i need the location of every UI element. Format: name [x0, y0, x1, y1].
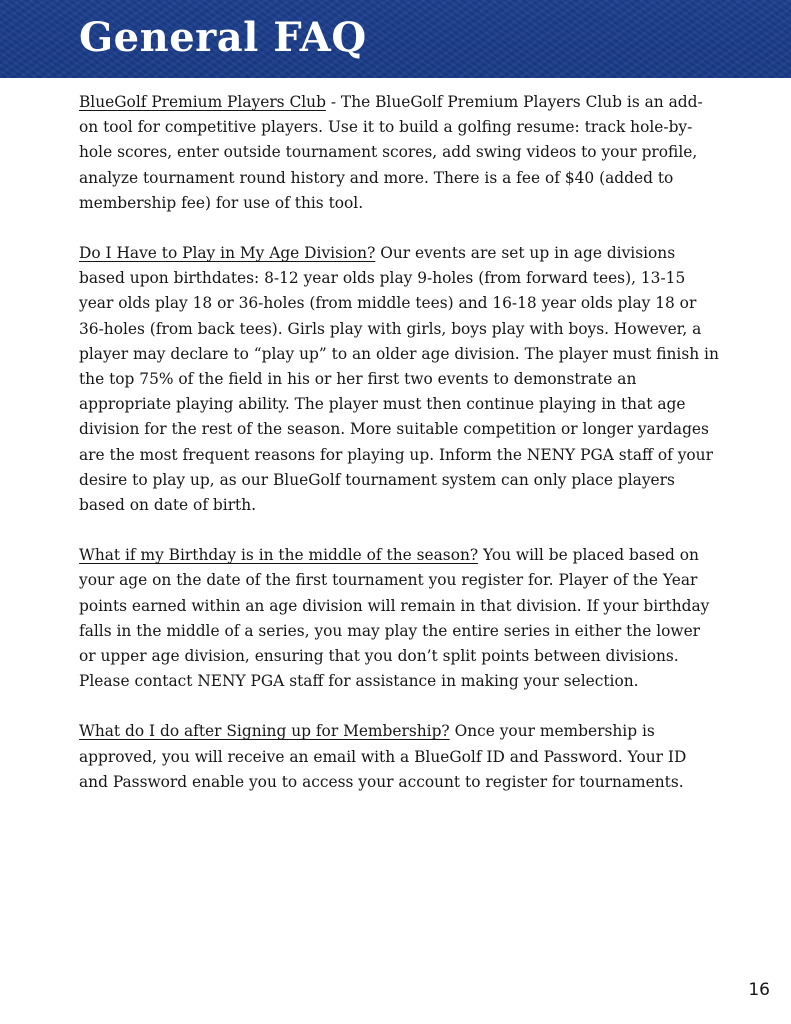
faq-answer: You will be placed based on your age on the date of the first tournament you register for. Player of the Year points earned within an age division will remain in that division. If your birthday falls in the middle of a series, you may play the entire series in either the lower or upper age division, ensuring that you don’t split points between divisions. Please contact NENY PGA staff for assistance in making your selection.	[79, 546, 710, 691]
faq-question: What do I do after Signing up for Membership?	[79, 722, 450, 741]
page-title: General FAQ	[79, 14, 367, 61]
page-number: 16	[748, 980, 770, 1000]
faq-question: BlueGolf Premium Players Club	[79, 93, 326, 111]
faq-question: What if my Birthday is in the middle of the season?	[79, 546, 479, 565]
faq-item-birthday-mid-season	[79, 543, 719, 694]
faq-item-premium-players-club	[79, 90, 719, 216]
faq-answer: Our events are set up in age divisions based upon birthdates: 8-12 year olds play 9-holes (from forward tees), 13-15 year olds play 18 or 36-holes (from middle tees) and 16-18 year olds play 18 or 36-holes (from back tees). Girls play with girls, boys play with boys. However, a player may declare to “play up” to an older age division. The player must finish in the top 75% of the field in his or her first two events to demonstrate an appropriate playing ability. The player must then continue playing in that age division for the rest of the season. More suitable competition or longer yardages are the most frequent reasons for playing up. Inform the NENY PGA staff of your desire to play up, as our BlueGolf tournament system can only place players based on date of birth.	[79, 244, 719, 515]
faq-answer: - The BlueGolf Premium Players Club is an add-on tool for competitive players. Use it to build a golfing resume: track hole-by-hole scores, enter outside tournament scores, add swing videos to your profile, analyze tournament round history and more. There is a fee of $40 (added to membership fee) for use of this tool.	[79, 93, 703, 212]
faq-answer: Once your membership is approved, you will receive an email with a BlueGolf ID and Password. Your ID and Password enable you to access your account to register for tournaments.	[79, 722, 687, 791]
faq-item-after-signing-up	[79, 719, 719, 795]
faq-content	[79, 90, 719, 820]
faq-item-age-division	[79, 241, 719, 518]
faq-question: Do I Have to Play in My Age Division?	[79, 244, 376, 263]
header-banner	[0, 0, 791, 78]
